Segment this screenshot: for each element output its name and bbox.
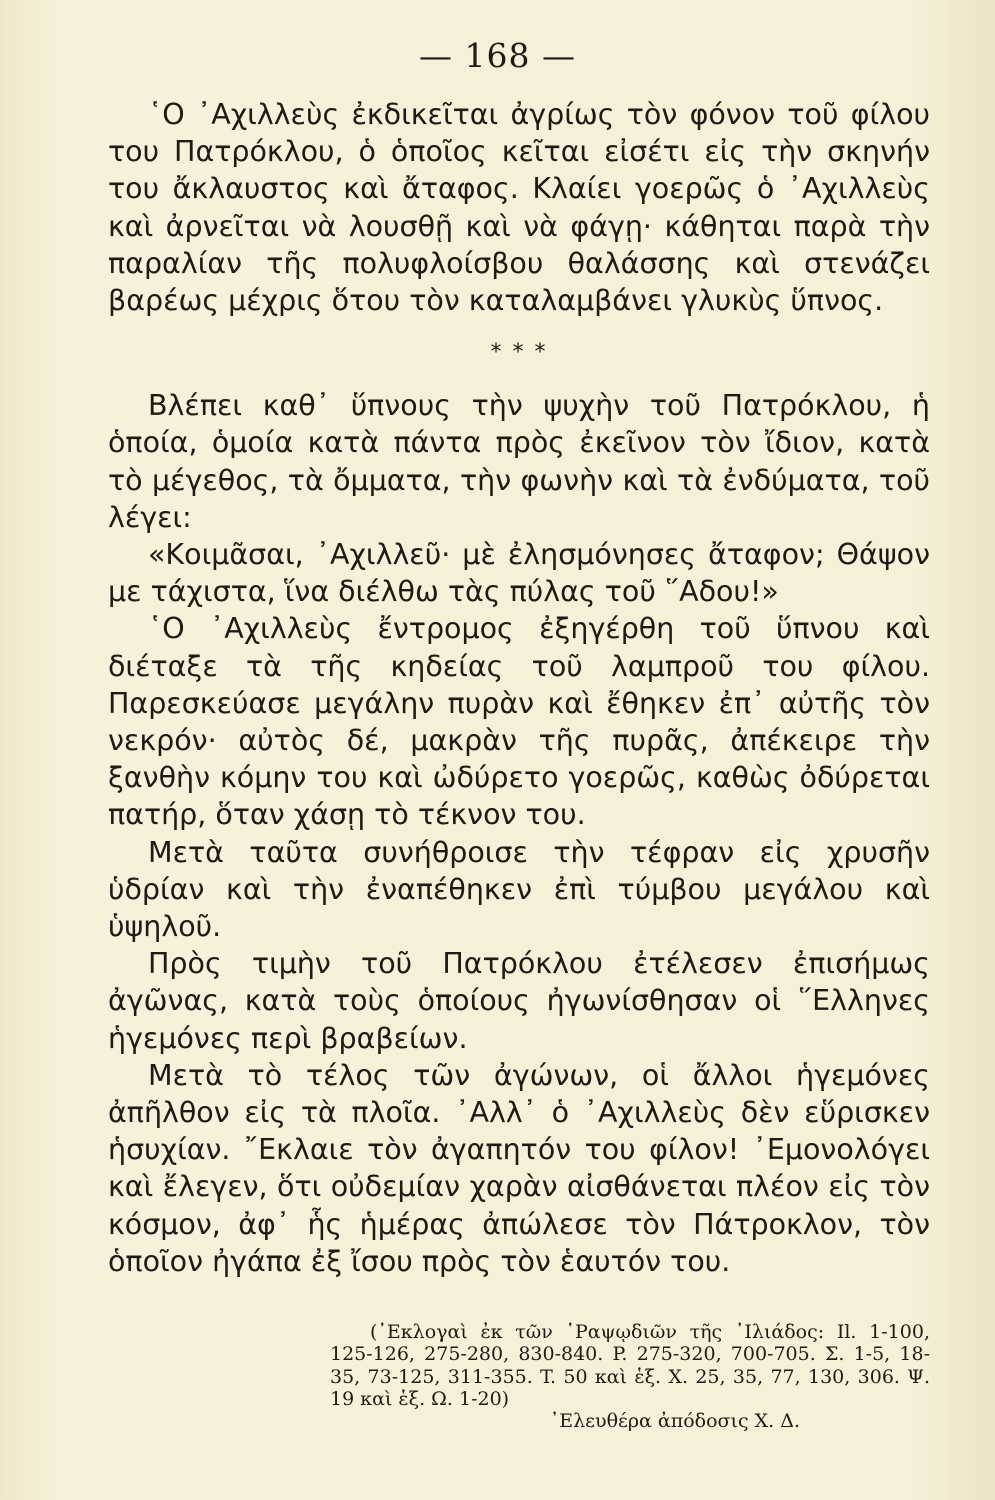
- footnote-source: (᾿Εκλογαὶ ἐκ τῶν ῾Ραψῳδιῶν τῆς ᾿Ιλιάδος: Il. 1-100, 125-126, 275-280, 830-840. P. 275-320, 700-705. Σ. 1-5, 18-35, 73-125, 311-355. T. 50 καὶ ἑξ. X. 25, 35, 77, 130, 306. Ψ. 19 καὶ ἑξ. Ω. 1-20): [330, 1321, 930, 1410]
- main-text: [108, 96, 930, 1280]
- paragraph-6: Πρὸς τιμὴν τοῦ Πατρόκλου ἐτέλεσεν ἐπισήμως ἀγῶνας, κατὰ τοὺς ὁποίους ἠγωνίσθησαν οἱ ῞Ελληνες ἡγεμόνες περὶ βραβείων.: [108, 947, 930, 1055]
- footnote-translation: ᾿Ελευθέρα ἀπόδοσις Χ. Δ.: [549, 1410, 800, 1433]
- paragraph-5: Μετὰ ταῦτα συνήθροισε τὴν τέφραν εἰς χρυσῆν ὑδρίαν καὶ τὴν ἐναπέθηκεν ἐπὶ τύμβου μεγάλου καὶ ὑψηλοῦ.: [108, 835, 930, 944]
- section-separator: * * *: [490, 340, 548, 366]
- paragraph-4: ῾Ο ᾿Αχιλλεὺς ἔντρομος ἐξηγέρθη τοῦ ὕπνου καὶ διέταξε τὰ τῆς κηδείας τοῦ λαμπροῦ του φίλου. Παρεσκεύασε μεγάλην πυρὰν καὶ ἔθηκεν ἐπ᾿ αὐτῆς τὸν νεκρόν· αὐτὸς δέ, μακρὰν τῆς πυρᾶς, ἀπέκειρε τὴν ξανθὴν κόμην του καὶ ὠδύρετο γοερῶς, καθὼς ὀδύρεται πατήρ, ὅταν χάσῃ τὸ τέκνον του.: [108, 612, 930, 832]
- paragraph-2: Βλέπει καθ᾿ ὕπνους τὴν ψυχὴν τοῦ Πατρόκλου, ἡ ὁποία, ὁμοία κατὰ πάντα πρὸς ἐκεῖνον τὸν ἴδιον, κατὰ τὸ μέγεθος, τὰ ὄμματα, τὴν φωνὴν καὶ τὰ ἐνδύματα, τοῦ λέγει:: [108, 389, 930, 534]
- footnote: [330, 1321, 930, 1432]
- paragraph-3: «Κοιμᾶσαι, ᾿Αχιλλεῦ· μὲ ἐλησμόνησες ἄταφον; Θάψον με τάχιστα, ἵνα διέλθω τὰς πύλας τοῦ ῞Αδου!»: [108, 538, 930, 609]
- paragraph-1: ῾Ο ᾿Αχιλλεὺς ἐκδικεῖται ἀγρίως τὸν φόνον τοῦ φίλου του Πατρόκλου, ὁ ὁποῖος κεῖται εἰσέτι εἰς τὴν σκηνήν του ἄκλαυστος καὶ ἄταφος. Κλαίει γοερῶς ὁ ᾿Αχιλλεὺς καὶ ἀρνεῖται νὰ λουσθῇ καὶ νὰ φάγῃ· κάθηται παρὰ τὴν παραλίαν τῆς πολυφλοίσβου θαλάσσης καὶ στενάζει βαρέως μέχρις ὅτου τὸν καταλαμβάνει γλυκὺς ὕπνος.: [108, 98, 930, 318]
- paragraph-7: Μετὰ τὸ τέλος τῶν ἀγώνων, οἱ ἄλλοι ἡγεμόνες ἀπῆλθον εἰς τὰ πλοῖα. ᾿Αλλ᾿ ὁ ᾿Αχιλλεὺς δὲν εὕρισκεν ἡσυχίαν. ῎Εκλαιε τὸν ἀγαπητόν του φίλον! ᾿Εμονολόγει καὶ ἔλεγεν, ὅτι οὐδεμίαν χαρὰν αἰσθάνεται πλέον εἰς τὸν κόσμον, ἀφ᾿ ἧς ἡμέρας ἀπώλεσε τὸν Πάτροκλον, τὸν ὁποῖον ἠγάπα ἐξ ἴσου πρὸς τὸν ἑαυτόν του.: [108, 1058, 930, 1278]
- page-number: — 168 —: [419, 36, 576, 75]
